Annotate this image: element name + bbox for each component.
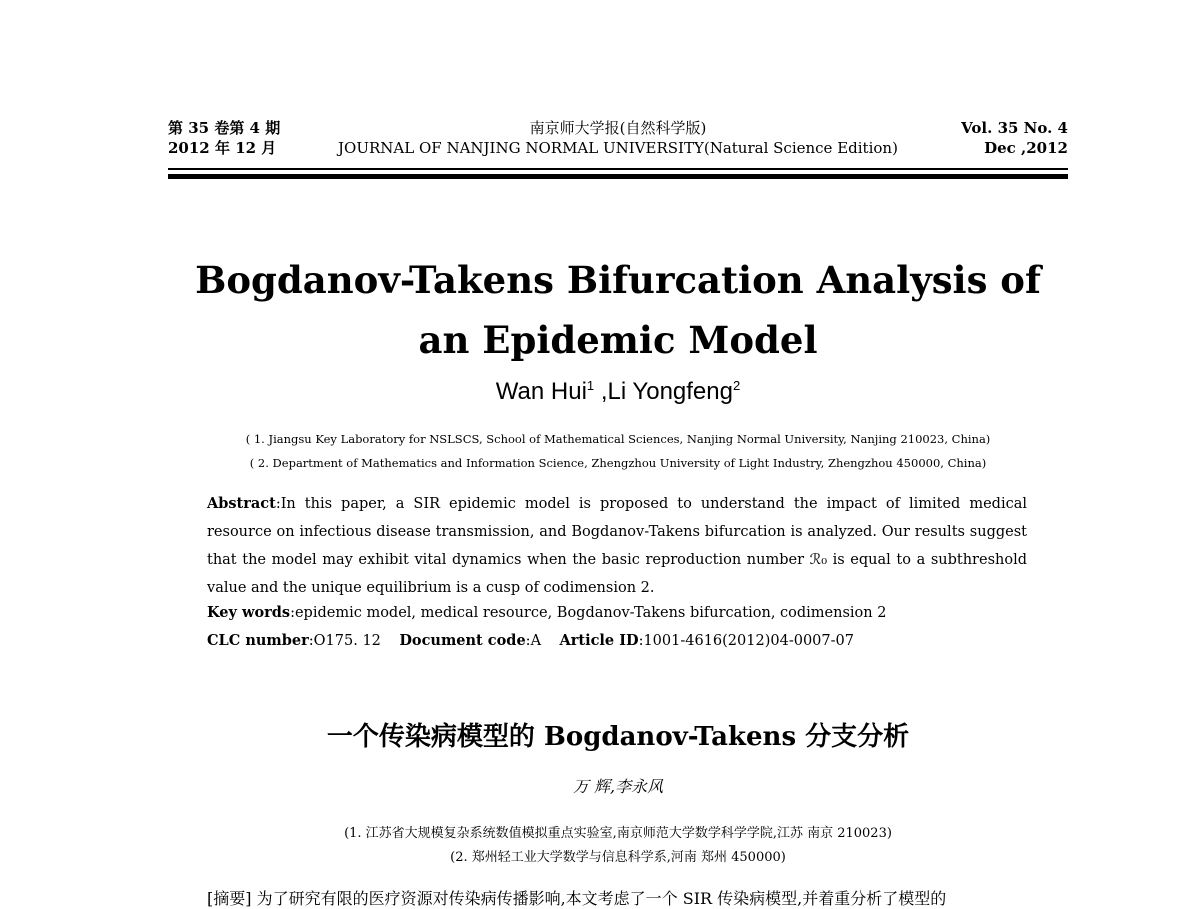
author-list [0, 378, 1200, 406]
doc-code-value: A [530, 633, 542, 649]
journal-name: 南京师大学报(自然科学版) JOURNAL OF NANJING NORMAL UNIVERSITY(Natural Science Edition) [338, 119, 898, 157]
keywords-label: Key words [207, 604, 291, 621]
article-id-value: 1001-4616(2012)04-0007-07 [643, 633, 854, 649]
paper-title: Bogdanov-Takens Bifurcation Analysis of an Epidemic Model [195, 258, 1041, 362]
chinese-affiliation: (1. 江苏省大规模复杂系统数值模拟重点实验室,南京师范大学数学科学学院,江苏 南京 210023) [344, 826, 892, 841]
chinese-authors: 万 辉,李永风 [572, 777, 664, 796]
header-rule-thick [168, 174, 1068, 179]
affiliation: ( 2. Department of Mathematics and Information Science, Zhengzhou University of Light Industry, Zhengzhou 450000, China) [249, 456, 987, 470]
clc-value: O175. 12 [313, 633, 381, 649]
volume-issue-en: Vol. 35 No. 4 Dec ,2012 [961, 119, 1068, 157]
abstract-label: Abstract [207, 495, 276, 512]
author-affiliation-mark: 1 [586, 378, 595, 393]
clc-label: CLC number [207, 632, 309, 649]
affiliation: ( 1. Jiangsu Key Laboratory for NSLSCS, School of Mathematical Sciences, Nanjing Normal University, Nanjing 210023, China) [245, 432, 991, 446]
article-id-label: Article ID [559, 632, 639, 649]
author-name: Li Yongfeng [607, 378, 733, 405]
chinese-affiliation: (2. 郑州轻工业大学数学与信息科学系,河南 郑州 450000) [450, 850, 786, 865]
chinese-title: 一个传染病模型的 Bogdanov-Takens 分支分析 [326, 722, 910, 752]
volume-issue-cn: 第 35 卷第 4 期 2012 年 12 月 [168, 119, 281, 157]
author-affiliation-mark: 2 [732, 378, 741, 393]
chinese-abstract: [摘要] 为了研究有限的医疗资源对传染病传播影响,本文考虑了一个 SIR 传染病模型,并着重分析了模型的 [207, 889, 947, 908]
author-separator: , [594, 378, 608, 405]
journal-header [168, 118, 1068, 157]
doc-code-label: Document code [399, 632, 526, 649]
keywords: Key words:epidemic model, medical resource, Bogdanov-Takens bifurcation, codimension 2 [207, 604, 887, 621]
abstract: Abstract:In this paper, a SIR epidemic model is proposed to understand the impact of limited medical resource on infectious disease transmission, and Bogdanov-Takens bifurcation is analyzed. Our results suggest that the model may exhibit vital dynamics when the basic reproduction number ℛ₀ is equal to a subthreshold value and the unique equilibrium is a cusp of codimension 2. [207, 495, 1027, 596]
abstract-text: In this paper, a SIR epidemic model is proposed to understand the impact of limited medical resource on infectious disease transmission, and Bogdanov-Takens bifurcation is analyzed. Our results suggest that the model may exhibit vital dynamics when the basic reproduction number ℛ₀ is equal to a subthreshold value and the unique equilibrium is a cusp of codimension 2. [207, 496, 1027, 596]
header-rule-thin [168, 168, 1068, 170]
classification-line: CLC number:O175. 12 Document code:A Article ID:1001-4616(2012)04-0007-07 [207, 632, 854, 649]
author-name: Wan Hui [495, 378, 587, 405]
keywords-text: epidemic model, medical resource, Bogdanov-Takens bifurcation, codimension 2 [294, 605, 887, 621]
